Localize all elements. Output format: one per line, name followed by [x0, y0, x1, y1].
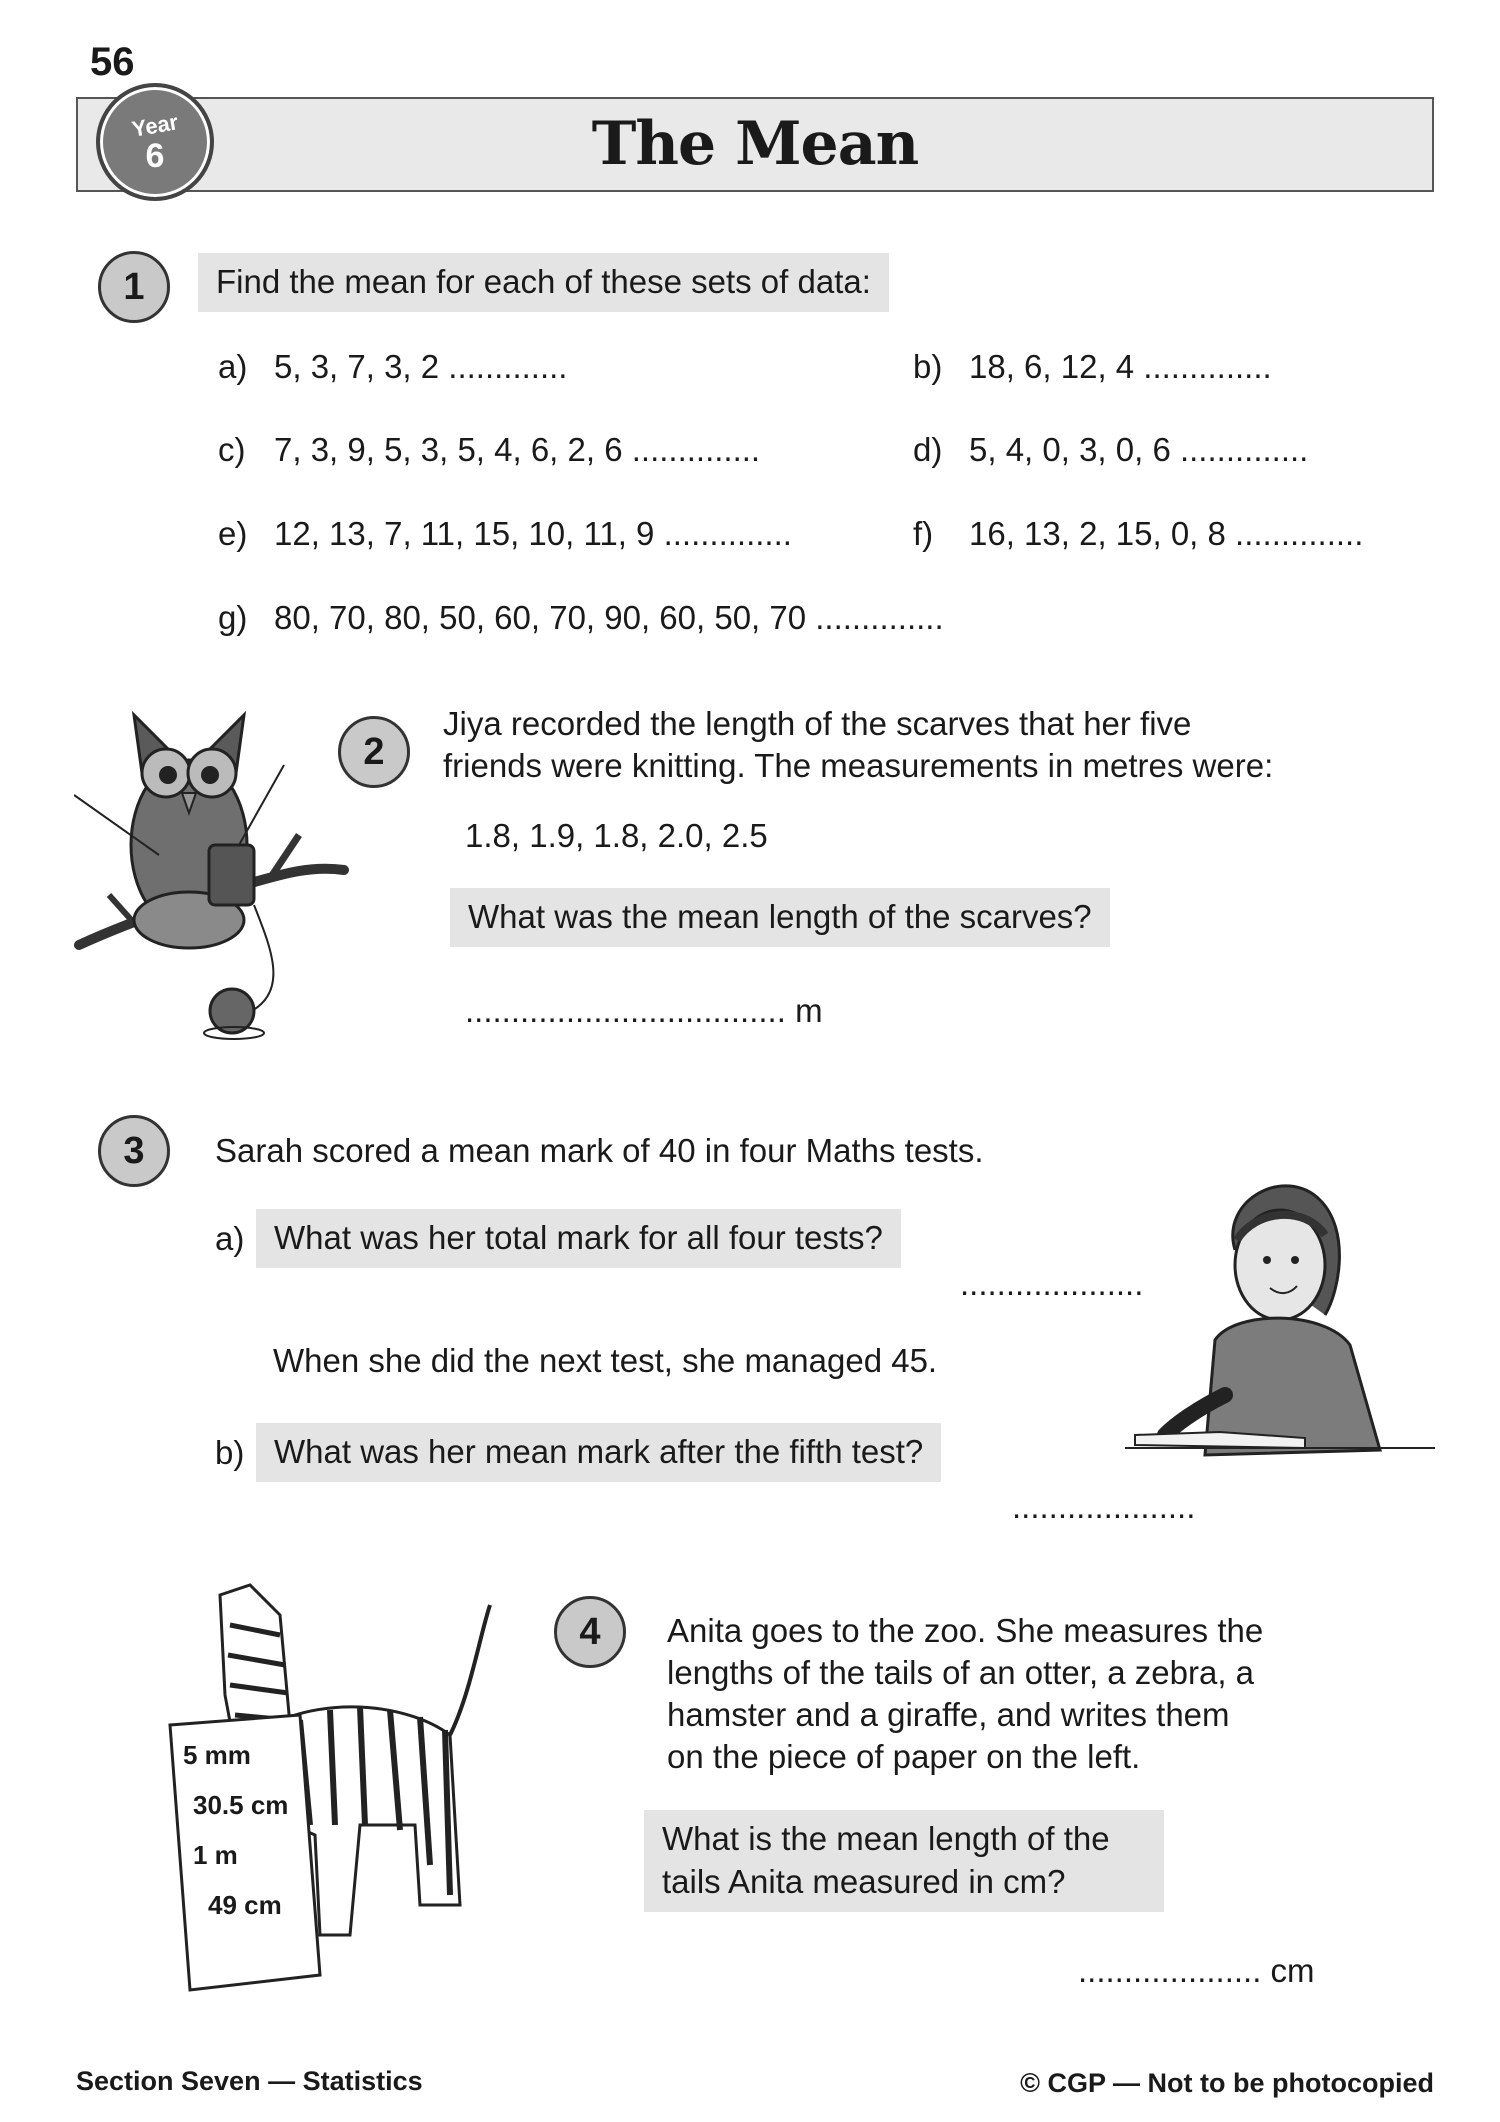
item-letter: c)	[218, 431, 246, 468]
q4-answer-line: .................... cm	[1078, 1952, 1315, 1989]
q1-item-d	[913, 429, 1308, 472]
item-data: 18, 6, 12, 4 ..............	[969, 348, 1272, 385]
q3-middle-text: When she did the next test, she managed 45.	[273, 1342, 938, 1379]
q1-item-f	[913, 513, 1363, 556]
q3-b-letter: b)	[215, 1434, 245, 1471]
question-number-3: 3	[98, 1115, 170, 1187]
year-badge	[96, 83, 214, 201]
footer-section: Section Seven — Statistics	[76, 2066, 423, 2096]
q1-item-c	[218, 429, 760, 472]
year-label: Year	[129, 109, 180, 142]
q3-a-answer-line: ....................	[960, 1265, 1144, 1302]
question-number-2: 2	[338, 716, 410, 788]
q1-prompt: Find the mean for each of these sets of data:	[198, 253, 889, 312]
q1-item-b	[913, 346, 1272, 389]
q4-text-line-4: on the piece of paper on the left.	[667, 1738, 1141, 1775]
q2-question: What was the mean length of the scarves?	[450, 888, 1110, 947]
page-number: 56	[90, 40, 135, 84]
question-number-1: 1	[98, 251, 170, 323]
title-bar	[76, 97, 1434, 192]
page-title: The Mean	[591, 109, 919, 179]
paper-note-2: 30.5 cm	[193, 1790, 289, 1820]
question-number-4: 4	[554, 1596, 626, 1668]
q1-item-a	[218, 346, 567, 389]
q3-b-answer-line: ....................	[1012, 1488, 1196, 1525]
q4-question-line-2: tails Anita measured in cm?	[662, 1862, 1066, 1900]
q3-b-question: What was her mean mark after the fifth test?	[256, 1423, 941, 1482]
q3-a-letter: a)	[215, 1220, 245, 1257]
q4-text-line-1: Anita goes to the zoo. She measures the	[667, 1612, 1264, 1649]
item-letter: a)	[218, 348, 248, 385]
item-data: 12, 13, 7, 11, 15, 10, 11, 9 ..............	[274, 515, 792, 552]
q4-question-line-1: What is the mean length of the	[662, 1820, 1110, 1857]
q4-text-line-2: lengths of the tails of an otter, a zebra, a	[667, 1654, 1255, 1691]
footer-copyright: © CGP — Not to be photocopied	[1020, 2068, 1434, 2098]
item-letter: g)	[218, 599, 248, 636]
paper-note-3: 1 m	[193, 1840, 238, 1870]
owl-illustration	[74, 695, 354, 1045]
q2-answer-line: ................................... m	[465, 992, 823, 1029]
girl-reading-illustration	[1125, 1170, 1435, 1480]
q1-item-e	[218, 513, 792, 556]
item-data: 7, 3, 9, 5, 3, 5, 4, 6, 2, 6 ..............	[274, 431, 761, 468]
item-letter: e)	[218, 515, 248, 552]
item-data: 5, 3, 7, 3, 2 .............	[274, 348, 568, 385]
item-data: 16, 13, 2, 15, 0, 8 ..............	[969, 515, 1364, 552]
q2-intro-line-1: Jiya recorded the length of the scarves that her five	[443, 705, 1192, 742]
item-letter: d)	[913, 431, 943, 468]
paper-note-1: 5 mm	[183, 1740, 251, 1770]
q3-a-question: What was her total mark for all four tests?	[256, 1209, 901, 1268]
q2-intro-line-2: friends were knitting. The measurements in metres were:	[443, 747, 1274, 784]
year-number: 6	[145, 137, 165, 175]
item-data: 5, 4, 0, 3, 0, 6 ..............	[969, 431, 1309, 468]
q4-text-line-3: hamster and a giraffe, and writes them	[667, 1696, 1230, 1733]
q4-question	[644, 1810, 1164, 1912]
item-letter: f)	[913, 515, 934, 552]
paper-note-4: 49 cm	[208, 1890, 282, 1920]
item-letter: b)	[913, 348, 943, 385]
q2-data: 1.8, 1.9, 1.8, 2.0, 2.5	[465, 817, 768, 854]
item-data: 80, 70, 80, 50, 60, 70, 90, 60, 50, 70 ..............	[274, 599, 944, 636]
q1-item-g	[218, 597, 944, 640]
q3-intro: Sarah scored a mean mark of 40 in four Maths tests.	[215, 1132, 984, 1169]
